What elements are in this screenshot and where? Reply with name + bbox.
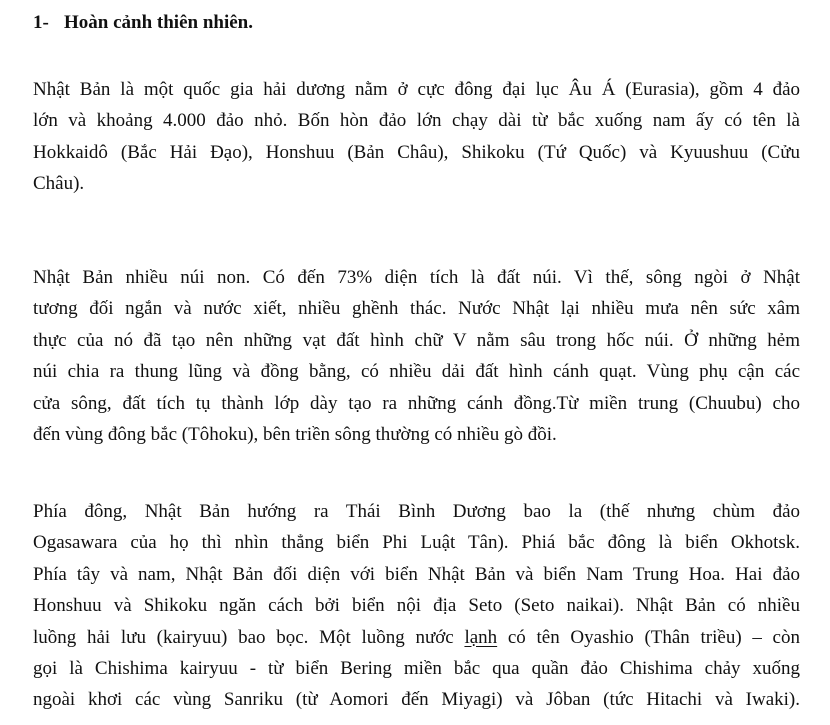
paragraph-line-start: luồng hải lưu (kairyuu) bao bọc. Một luồng nước [33,626,454,648]
paragraph-line: Phía đông, Nhật Bản hướng ra Thái Bình Dương bao la (thế nhưng chùm đảo [33,501,800,522]
paragraph-line: Phía tây và nam, Nhật Bản đối diện với biển Nhật Bản và biển Nam Trung Hoa. Hai đảo [33,563,800,585]
paragraph-line: ngoài khơi các vùng Sanriku (từ Aomori đến Miyagi) và Jôban (tức Hitachi và Iwaki). [33,689,800,711]
paragraph-line: thực của nó đã tạo nên những vạt đất hình chữ V nằm sâu trong hốc núi. Ở những hẻm [33,329,800,351]
paragraph-line: Ogasawara của họ thì nhìn thẳng biển Phi Luật Tân). Phiá bắc đông là biển Okhotsk. [33,532,800,554]
paragraph-line: Nhật Bản là một quốc gia hải dương nằm ở cực đông đại lục Âu Á (Eurasia), gồm 4 đảo [33,79,800,100]
paragraph-geography-islands [33,74,800,200]
paragraph-mountains-rivers [33,262,800,450]
section-number: 1- [33,12,49,33]
paragraph-line: lớn và khoảng 4.000 đảo nhỏ. Bốn hòn đảo lớn chạy dài từ bắc xuống nam ấy có tên là [33,110,800,132]
paragraph-line: núi chia ra thung lũng và đồng bằng, có nhiều dải đất hình cánh quạt. Vùng phụ cận các [33,361,800,383]
paragraph-line-with-underline [33,622,800,653]
paragraph-seas-currents [33,496,800,716]
paragraph-line: tương đối ngắn và nước xiết, nhiều ghềnh thác. Nước Nhật lại nhiều mưa nên sức xâm [33,298,800,320]
underlined-word: lạnh [464,626,498,648]
paragraph-line: Nhật Bản nhiều núi non. Có đến 73% diện tích là đất núi. Vì thế, sông ngòi ở Nhật [33,267,800,288]
paragraph-line-end: có tên Oyashio (Thân triều) – còn [497,626,800,648]
section-title: Hoàn cảnh thiên nhiên. [64,12,253,33]
paragraph-line: cửa sông, đất tích tụ thành lớp dày tạo ra những cánh đồng.Từ miền trung (Chuubu) cho [33,392,800,414]
paragraph-line: gọi là Chishima kairyuu - từ biển Bering miền bắc qua quần đảo Chishima chảy xuống [33,657,800,679]
paragraph-line: Honshuu và Shikoku ngăn cách bởi biển nội địa Seto (Seto naikai). Nhật Bản có nhiều [33,595,800,617]
section-heading [33,10,253,36]
paragraph-line: Châu). [33,173,85,195]
paragraph-line: đến vùng đông bắc (Tôhoku), bên triền sông thường có nhiều gò đồi. [33,423,557,445]
paragraph-line: Hokkaidô (Bắc Hải Đạo), Honshuu (Bản Châu), Shikoku (Tứ Quốc) và Kyuushuu (Cửu [33,141,800,163]
